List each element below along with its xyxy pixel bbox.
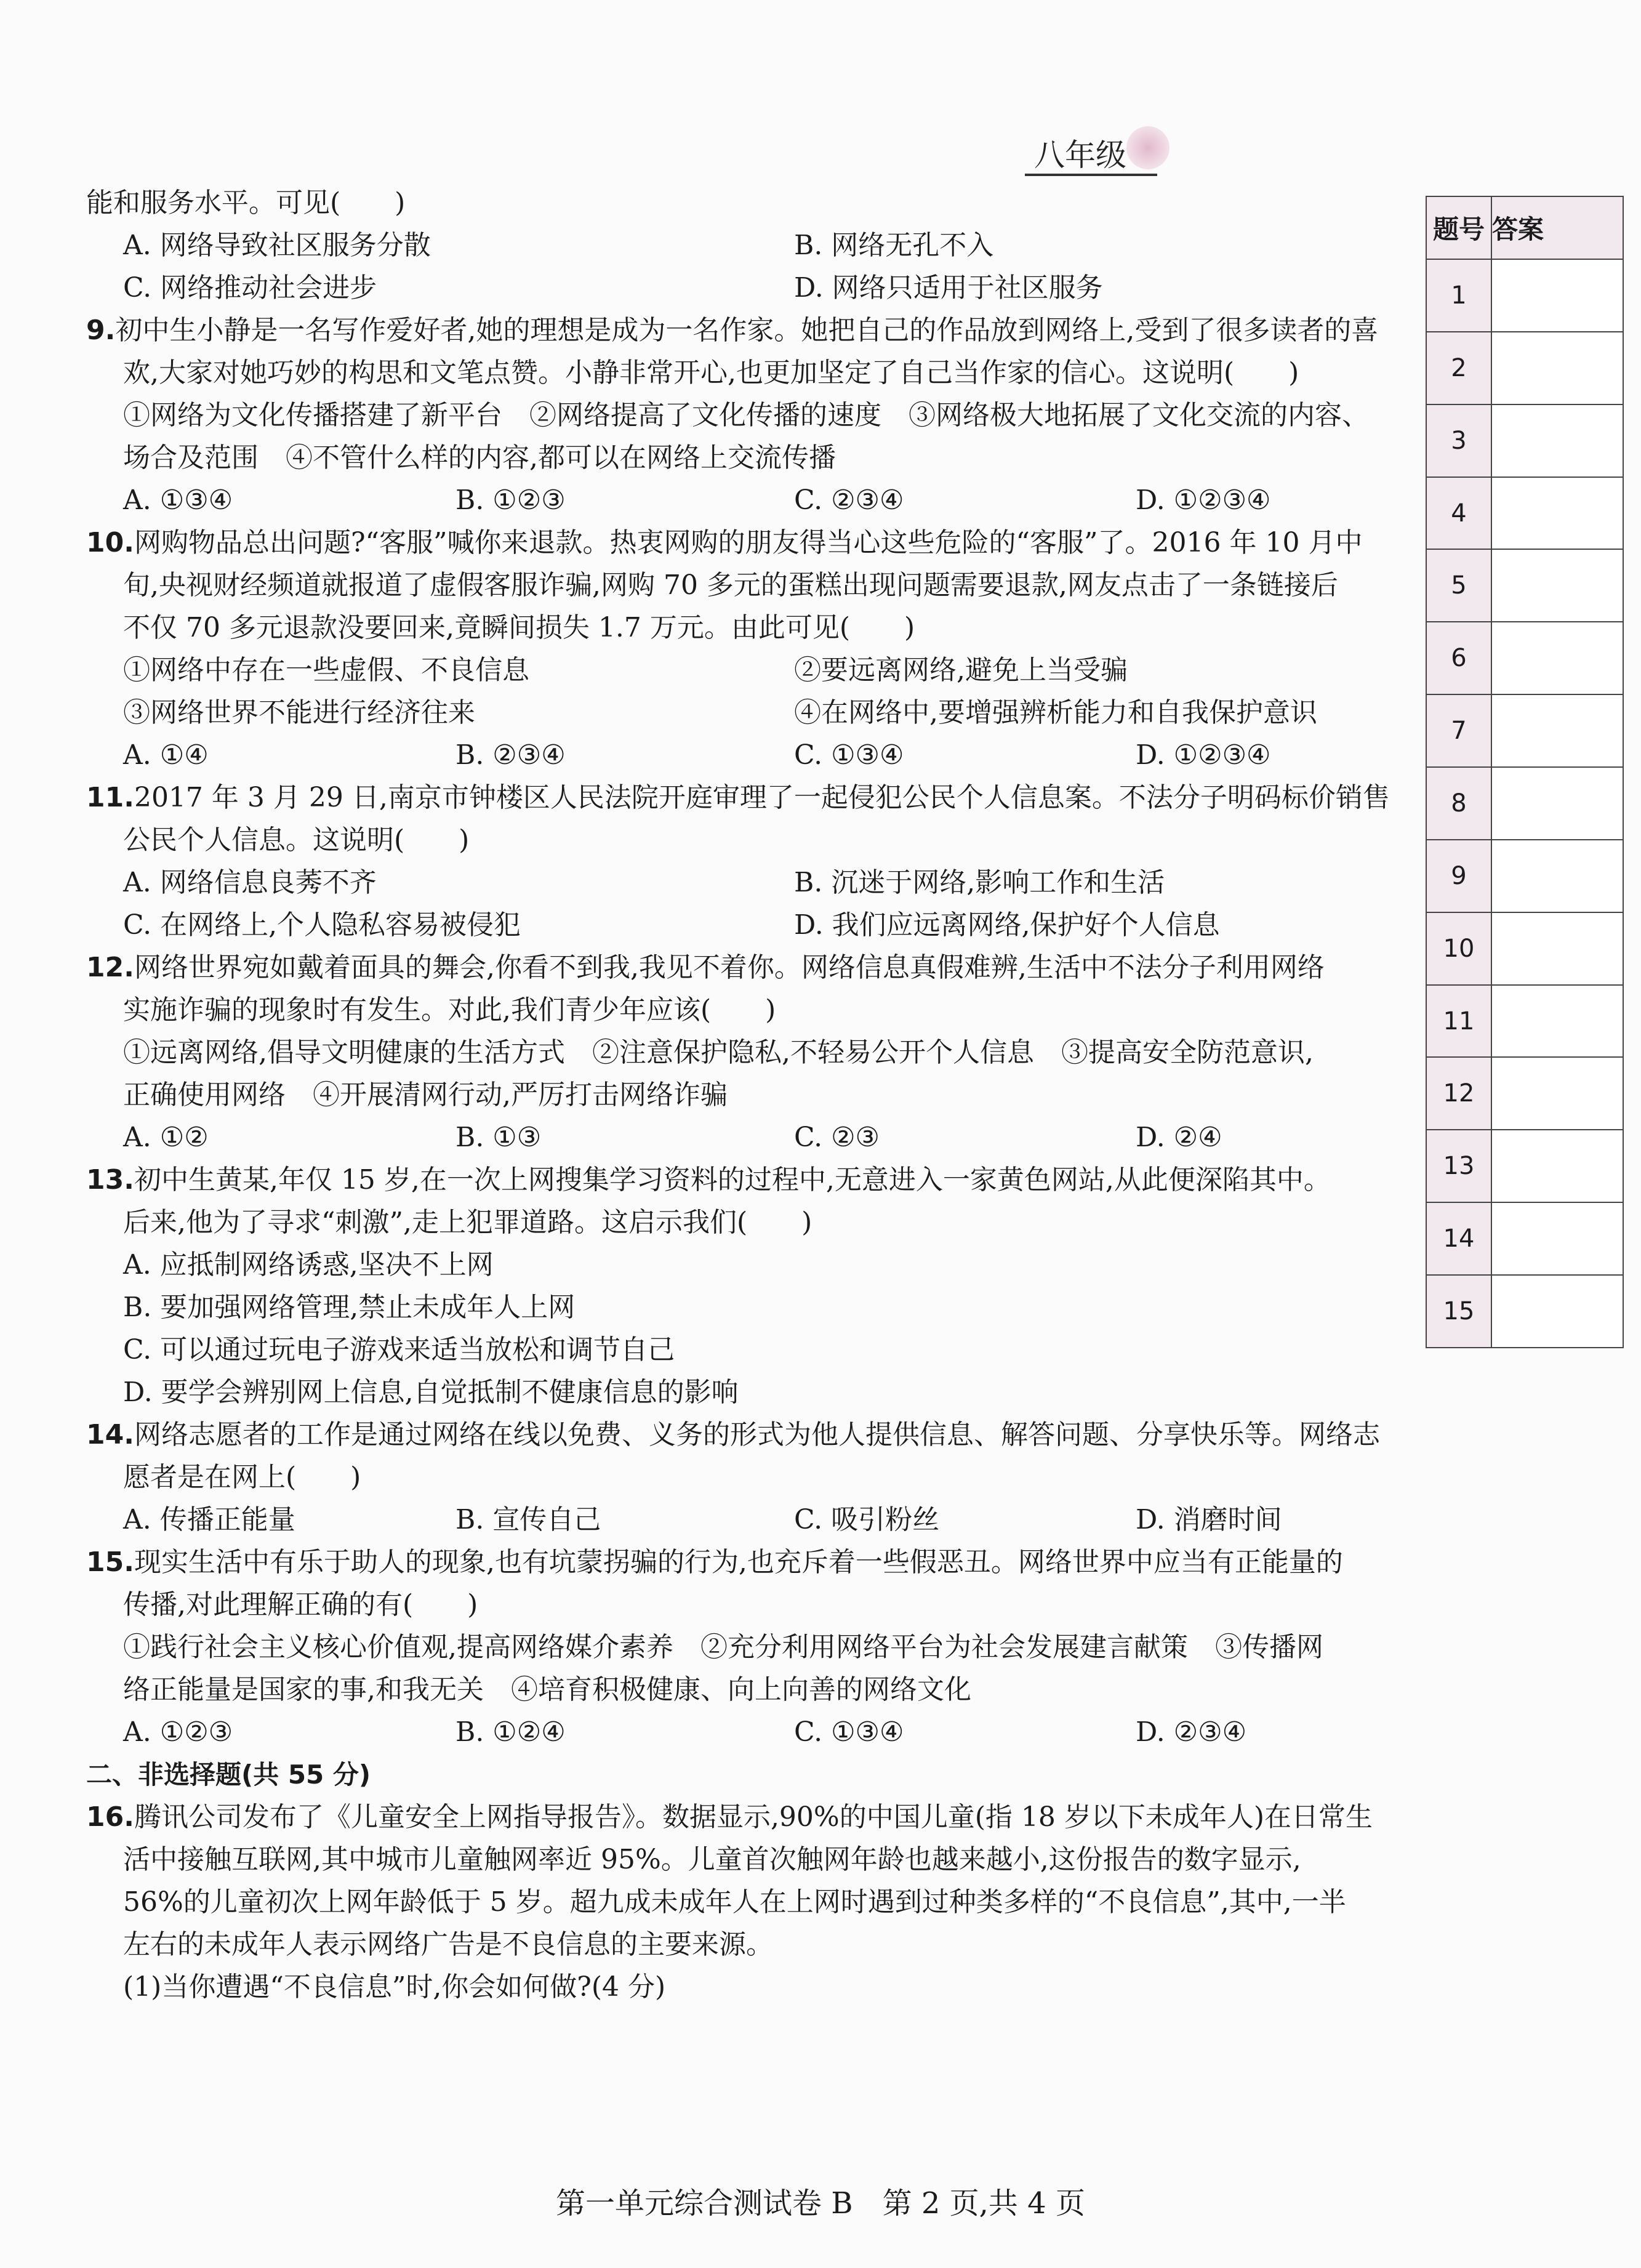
q15-line-1: 15.现实生活中有乐于助人的现象,也有坑蒙拐骗的行为,也充斥着一些假恶丑。网络世界中应当有正能量的: [86, 1546, 1343, 1578]
q9-line-1: 9.初中生小静是一名写作爱好者,她的理想是成为一名作家。她把自己的作品放到网络上,受到了很多读者的喜: [86, 315, 1379, 346]
answer-row-number: 1: [1426, 259, 1491, 332]
q12-line-1: 12.网络世界宛如戴着面具的舞会,你看不到我,我见不着你。网络信息真假难辨,生活中不法分子利用网络: [86, 952, 1325, 983]
q15-option-c: C. ①③④: [794, 1716, 904, 1748]
q9-option-b: B. ①②③: [455, 485, 566, 516]
q14-number: 14.: [86, 1419, 134, 1450]
answer-row-number: 9: [1426, 840, 1491, 912]
q14-option-d: D. 消磨时间: [1136, 1504, 1282, 1535]
answer-row-number: 3: [1426, 404, 1491, 477]
answer-cell[interactable]: [1491, 912, 1623, 985]
answer-row: [1426, 549, 1623, 622]
answer-row-number: 8: [1426, 767, 1491, 840]
q16-number: 16.: [86, 1801, 134, 1833]
q9-line-4: 场合及范围 ④不管什么样的内容,都可以在网络上交流传播: [123, 442, 836, 473]
q13-option-a: A. 应抵制网络诱惑,坚决不上网: [123, 1249, 494, 1281]
q16-line-4: 左右的未成年人表示网络广告是不良信息的主要来源。: [123, 1929, 773, 1960]
answer-cell[interactable]: [1491, 404, 1623, 477]
q9-option-a: A. ①③④: [123, 485, 233, 516]
col-question-number: 题号: [1426, 196, 1491, 259]
answer-row: [1426, 404, 1623, 477]
q14-line-2: 愿者是在网上( ): [123, 1462, 361, 1493]
q10-line-1: 10.网购物品总出问题?“客服”喊你来退款。热衷网购的朋友得当心这些危险的“客服”了。2016 年 10 月中: [86, 527, 1363, 558]
q15-option-d: D. ②③④: [1136, 1716, 1247, 1748]
q15-line-4: 络正能量是国家的事,和我无关 ④培育积极健康、向上向善的网络文化: [123, 1674, 971, 1705]
q15-line-2: 传播,对此理解正确的有( ): [123, 1589, 478, 1620]
q11-line-2: 公民个人信息。这说明( ): [123, 824, 470, 856]
answer-cell[interactable]: [1491, 1202, 1623, 1275]
q13-option-d: D. 要学会辨别网上信息,自觉抵制不健康信息的影响: [123, 1377, 739, 1408]
answer-row-number: 12: [1426, 1057, 1491, 1130]
q15-number: 15.: [86, 1546, 134, 1578]
answer-row: [1426, 1275, 1623, 1348]
q14-option-c: C. 吸引粉丝: [794, 1504, 940, 1535]
q11-option-d: D. 我们应远离网络,保护好个人信息: [794, 909, 1220, 941]
q10-statement-4: ④在网络中,要增强辨析能力和自我保护意识: [794, 697, 1317, 728]
answer-row: [1426, 1130, 1623, 1202]
answer-cell[interactable]: [1491, 767, 1623, 840]
answer-row: [1426, 985, 1623, 1058]
q14-option-a: A. 传播正能量: [123, 1504, 295, 1535]
q10-option-c: C. ①③④: [794, 739, 904, 771]
q12-number: 12.: [86, 952, 134, 983]
q12-option-d: D. ②④: [1136, 1122, 1222, 1153]
q12-option-b: B. ①③: [455, 1122, 542, 1153]
q8-stem: 能和服务水平。可见( ): [86, 187, 406, 219]
q12-line-3: ①远离网络,倡导文明健康的生活方式 ②注意保护隐私,不轻易公开个人信息 ③提高安全防范意识,: [123, 1037, 1314, 1068]
answer-row: [1426, 259, 1623, 332]
answer-row-number: 2: [1426, 332, 1491, 404]
q9-option-c: C. ②③④: [794, 485, 904, 516]
answer-cell[interactable]: [1491, 549, 1623, 622]
answer-cell[interactable]: [1491, 332, 1623, 404]
answer-row: [1426, 332, 1623, 404]
col-answer: 答案: [1491, 196, 1623, 259]
q11-option-c: C. 在网络上,个人隐私容易被侵犯: [123, 909, 521, 941]
section-heading: 二、非选择题(共 55 分): [86, 1759, 371, 1790]
answer-cell[interactable]: [1491, 840, 1623, 912]
answer-row-number: 7: [1426, 694, 1491, 767]
q12-line-2: 实施诈骗的现象时有发生。对此,我们青少年应该( ): [123, 994, 776, 1026]
q10-option-a: A. ①④: [123, 739, 209, 771]
q10-statement-2: ②要远离网络,避免上当受骗: [794, 654, 1128, 686]
q13-line-2: 后来,他为了寻求“刺激”,走上犯罪道路。这启示我们( ): [123, 1207, 812, 1238]
answer-row: [1426, 477, 1623, 550]
grade-underline: [1025, 174, 1157, 176]
answer-row: [1426, 1057, 1623, 1130]
answer-row-number: 14: [1426, 1202, 1491, 1275]
page-footer: 第一单元综合测试卷 B 第 2 页,共 4 页: [556, 2186, 1085, 2221]
q10-option-d: D. ①②③④: [1136, 739, 1271, 771]
q16-line-3: 56%的儿童初次上网年龄低于 5 岁。超九成未成年人在上网时遇到过种类多样的“不良信息”,其中,一半: [123, 1886, 1346, 1918]
pink-smudge: [1126, 126, 1170, 169]
q11-number: 11.: [86, 782, 134, 813]
q15-option-b: B. ①②④: [455, 1716, 566, 1748]
answer-row-number: 11: [1426, 985, 1491, 1058]
q9-line-2: 欢,大家对她巧妙的构思和文笔点赞。小静非常开心,也更加坚定了自己当作家的信心。这说明( ): [123, 357, 1299, 388]
q10-statement-1: ①网络中存在一些虚假、不良信息: [123, 654, 529, 686]
q13-line-1: 13.初中生黄某,年仅 15 岁,在一次上网搜集学习资料的过程中,无意进入一家黄色网站,从此便深陷其中。: [86, 1164, 1331, 1196]
q14-option-b: B. 宣传自己: [455, 1504, 601, 1535]
answer-table-header: [1426, 196, 1623, 259]
q16-subquestion-1: (1)当你遭遇“不良信息”时,你会如何做?(4 分): [123, 1971, 666, 2003]
answer-row-number: 15: [1426, 1275, 1491, 1348]
q11-option-a: A. 网络信息良莠不齐: [123, 867, 377, 898]
q16-line-1: 16.腾讯公司发布了《儿童安全上网指导报告》。数据显示,90%的中国儿童(指 18 岁以下未成年人)在日常生: [86, 1801, 1373, 1833]
answer-cell[interactable]: [1491, 477, 1623, 550]
answer-row-number: 4: [1426, 477, 1491, 550]
q8-option-b: B. 网络无孔不入: [794, 230, 994, 261]
q15-option-a: A. ①②③: [123, 1716, 233, 1748]
answer-cell[interactable]: [1491, 1275, 1623, 1348]
q10-statement-3: ③网络世界不能进行经济往来: [123, 697, 475, 728]
answer-cell[interactable]: [1491, 694, 1623, 767]
q15-line-3: ①践行社会主义核心价值观,提高网络媒介素养 ②充分利用网络平台为社会发展建言献策 ③传播网: [123, 1631, 1323, 1663]
q10-line-3: 不仅 70 多元退款没要回来,竟瞬间损失 1.7 万元。由此可见( ): [123, 612, 915, 643]
answer-row-number: 13: [1426, 1130, 1491, 1202]
answer-cell[interactable]: [1491, 985, 1623, 1058]
answer-row: [1426, 912, 1623, 985]
answer-cell[interactable]: [1491, 622, 1623, 694]
q12-option-a: A. ①②: [123, 1122, 209, 1153]
q9-option-d: D. ①②③④: [1136, 485, 1271, 516]
q13-option-c: C. 可以通过玩电子游戏来适当放松和调节自己: [123, 1334, 675, 1365]
answer-row: [1426, 840, 1623, 912]
q11-option-b: B. 沉迷于网络,影响工作和生活: [794, 867, 1165, 898]
q8-option-c: C. 网络推动社会进步: [123, 272, 377, 304]
answer-row-number: 5: [1426, 549, 1491, 622]
answer-table: [1426, 196, 1624, 1348]
answer-row-number: 6: [1426, 622, 1491, 694]
q11-line-1: 11.2017 年 3 月 29 日,南京市钟楼区人民法院开庭审理了一起侵犯公民个人信息案。不法分子明码标价销售: [86, 782, 1390, 813]
q14-line-1: 14.网络志愿者的工作是通过网络在线以免费、义务的形式为他人提供信息、解答问题、分享快乐等。网络志: [86, 1419, 1380, 1450]
answer-row: [1426, 767, 1623, 840]
q8-option-a: A. 网络导致社区服务分散: [123, 230, 431, 261]
q10-line-2: 旬,央视财经频道就报道了虚假客服诈骗,网购 70 多元的蛋糕出现问题需要退款,网友点击了一条链接后: [123, 569, 1338, 601]
q9-line-3: ①网络为文化传播搭建了新平台 ②网络提高了文化传播的速度 ③网络极大地拓展了文化交流的内容、: [123, 400, 1369, 431]
answer-row-number: 10: [1426, 912, 1491, 985]
q9-number: 9.: [86, 315, 116, 346]
q12-line-4: 正确使用网络 ④开展清网行动,严厉打击网络诈骗: [123, 1079, 728, 1111]
answer-cell[interactable]: [1491, 259, 1623, 332]
q16-line-2: 活中接触互联网,其中城市儿童触网率近 95%。儿童首次触网年龄也越来越小,这份报告的数字显示,: [123, 1844, 1301, 1875]
answer-row: [1426, 622, 1623, 694]
q13-option-b: B. 要加强网络管理,禁止未成年人上网: [123, 1292, 576, 1323]
q13-number: 13.: [86, 1164, 134, 1196]
answer-cell[interactable]: [1491, 1057, 1623, 1130]
q12-option-c: C. ②③: [794, 1122, 880, 1153]
q10-option-b: B. ②③④: [455, 739, 566, 771]
q8-option-d: D. 网络只适用于社区服务: [794, 272, 1103, 304]
answer-row: [1426, 694, 1623, 767]
grade-label: 八年级: [1034, 137, 1126, 173]
q10-number: 10.: [86, 527, 134, 558]
answer-row: [1426, 1202, 1623, 1275]
answer-cell[interactable]: [1491, 1130, 1623, 1202]
